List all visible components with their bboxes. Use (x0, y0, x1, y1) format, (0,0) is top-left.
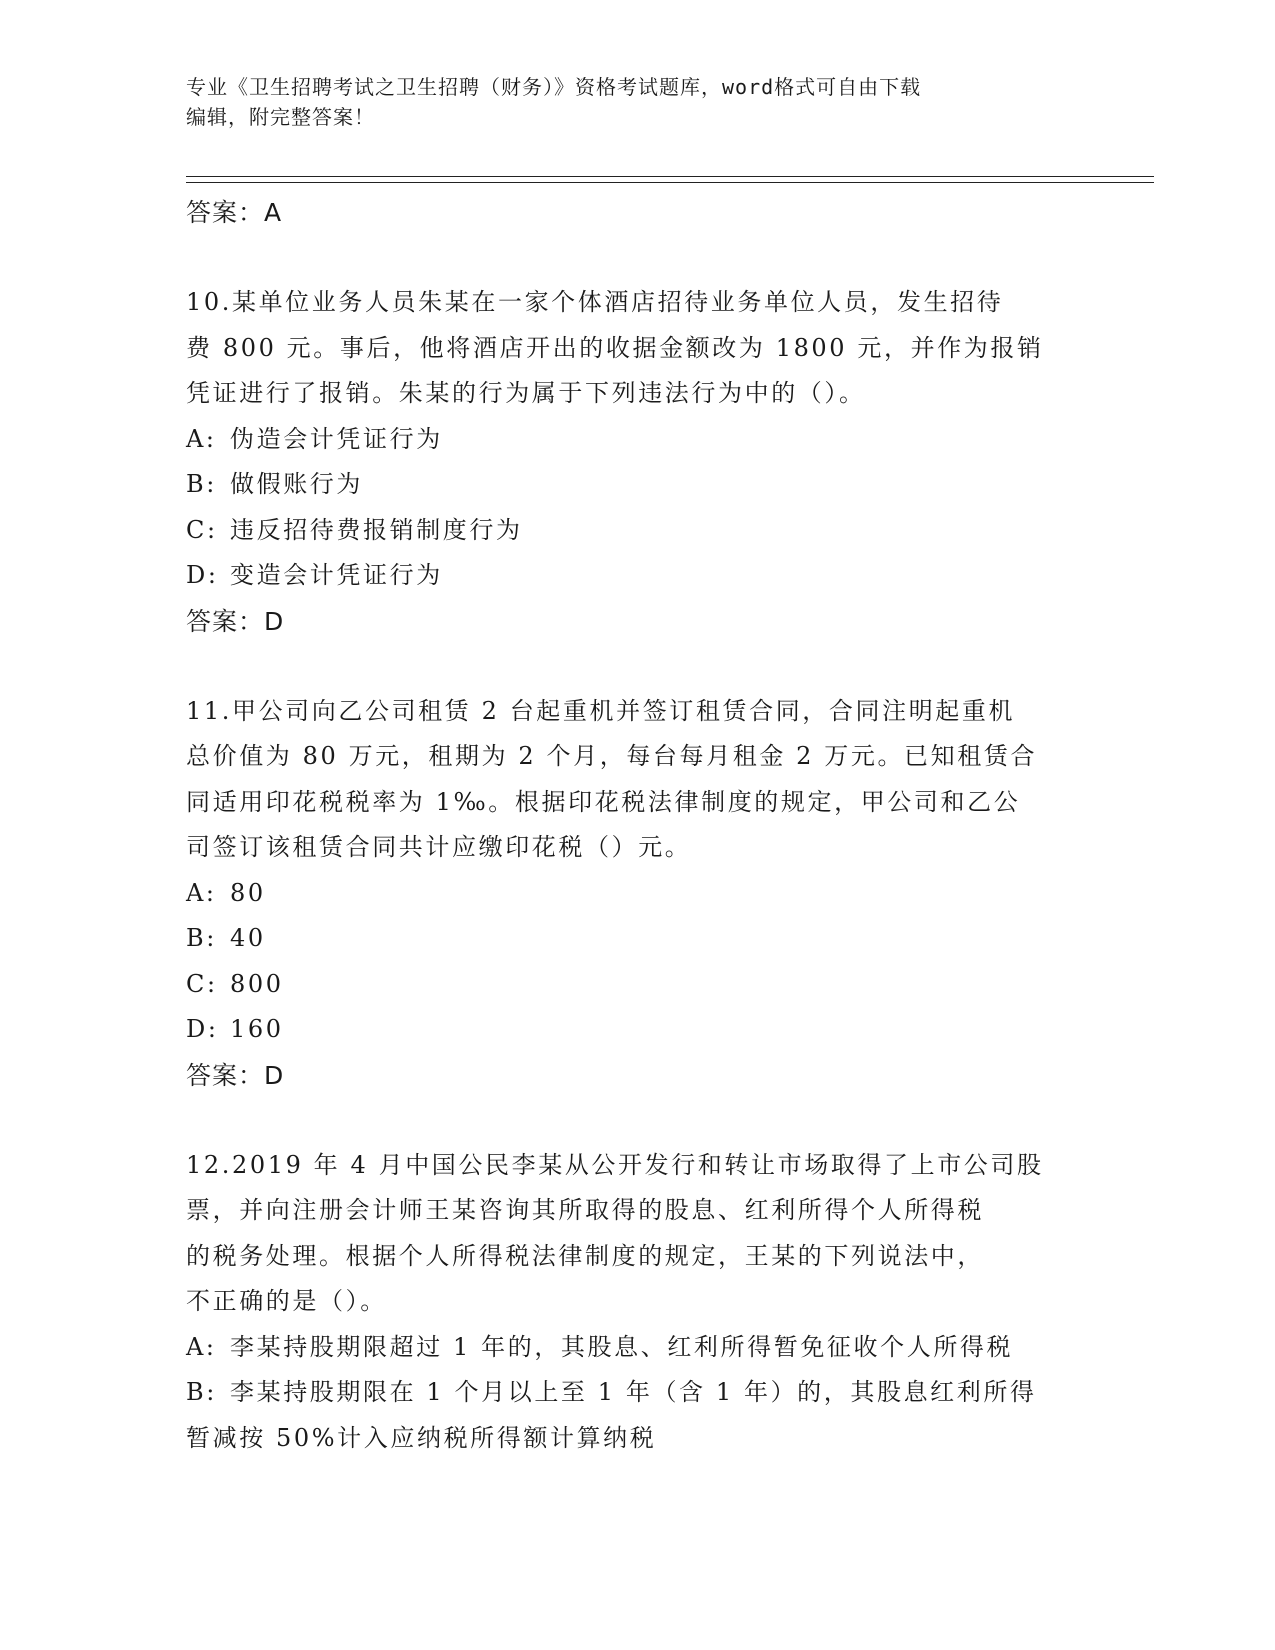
document-header (186, 72, 1066, 132)
option-text: 变造会计凭证行为 (230, 561, 443, 589)
option-a (186, 1325, 1086, 1371)
question-answer: 答案：D (186, 606, 285, 636)
option-letter: D: (186, 561, 219, 589)
spacer (186, 644, 1086, 689)
question-answer: 答案：D (186, 1060, 285, 1090)
previous-answer: 答案：A (186, 198, 283, 227)
question-stem-line: 费 800 元。事后，他将酒店开出的收据金额改为 1800 元，并作为报销 (186, 333, 1044, 362)
question-10 (186, 280, 1086, 644)
option-letter: C: (186, 969, 218, 998)
option-text: 伪造会计凭证行为 (230, 424, 443, 453)
option-text: 做假账行为 (230, 470, 363, 498)
question-stem-line: 总价值为 80 万元，租期为 2 个月，每台每月租金 2 万元。已知租赁合 (186, 742, 1038, 770)
spacer (186, 235, 1086, 280)
option-c (186, 962, 1086, 1008)
option-letter: D: (186, 1015, 219, 1043)
question-stem-line: 的税务处理。根据个人所得税法律制度的规定，王某的下列说法中， (186, 1241, 984, 1270)
header-line-1: 专业《卫生招聘考试之卫生招聘（财务）》资格考试题库，word格式可自由下载 (186, 75, 922, 99)
spacer (186, 1098, 1086, 1143)
option-letter: B: (186, 924, 217, 952)
option-b (186, 462, 1086, 508)
option-text: 800 (230, 969, 284, 998)
option-text: 违反招待费报销制度行为 (230, 515, 523, 544)
question-stem-line: 12.2019 年 4 月中国公民李某从公开发行和转让市场取得了上市公司股 (186, 1150, 1044, 1179)
header-divider (186, 176, 1154, 177)
option-d (186, 1007, 1086, 1053)
option-text: 80 (230, 878, 266, 907)
question-stem-line: 不正确的是（）。 (186, 1287, 387, 1315)
option-b (186, 916, 1086, 962)
question-12 (186, 1143, 1086, 1462)
question-stem-line: 凭证进行了报销。朱某的行为属于下列违法行为中的（）。 (186, 379, 866, 407)
option-text: 暂减按 50%计入应纳税所得额计算纳税 (186, 1423, 657, 1452)
option-a (186, 871, 1086, 917)
question-list (186, 188, 1086, 1461)
option-text: 李某持股期限超过 1 年的，其股息、红利所得暂免征收个人所得税 (230, 1332, 1014, 1361)
option-text: 李某持股期限在 1 个月以上至 1 年（含 1 年）的，其股息红利所得 (230, 1378, 1037, 1406)
option-text: 40 (230, 924, 266, 952)
option-b (186, 1370, 1086, 1416)
option-a (186, 417, 1086, 463)
question-stem-line: 司签订该租赁合同共计应缴印花税（）元。 (186, 833, 692, 861)
option-c (186, 508, 1086, 554)
option-letter: A: (186, 424, 217, 453)
option-letter: B: (186, 470, 217, 498)
header-line-2: 编辑，附完整答案！ (186, 105, 375, 129)
option-letter: A: (186, 878, 217, 907)
header-divider-secondary (186, 182, 1154, 183)
question-stem-line: 11.甲公司向乙公司租赁 2 台起重机并签订租赁合同，合同注明起重机 (186, 696, 1016, 725)
option-letter: B: (186, 1378, 217, 1406)
question-stem-line: 同适用印花税税率为 1‰。根据印花税法律制度的规定，甲公司和乙公 (186, 787, 1021, 816)
question-stem-line: 票，并向注册会计师王某咨询其所取得的股息、红利所得个人所得税 (186, 1196, 984, 1224)
question-11 (186, 689, 1086, 1098)
option-text: 160 (230, 1015, 284, 1043)
option-letter: C: (186, 515, 218, 544)
option-d (186, 553, 1086, 599)
option-b-continued (186, 1416, 1086, 1462)
option-letter: A: (186, 1332, 217, 1361)
question-stem-line: 10.某单位业务人员朱某在一家个体酒店招待业务单位人员，发生招待 (186, 288, 1004, 316)
